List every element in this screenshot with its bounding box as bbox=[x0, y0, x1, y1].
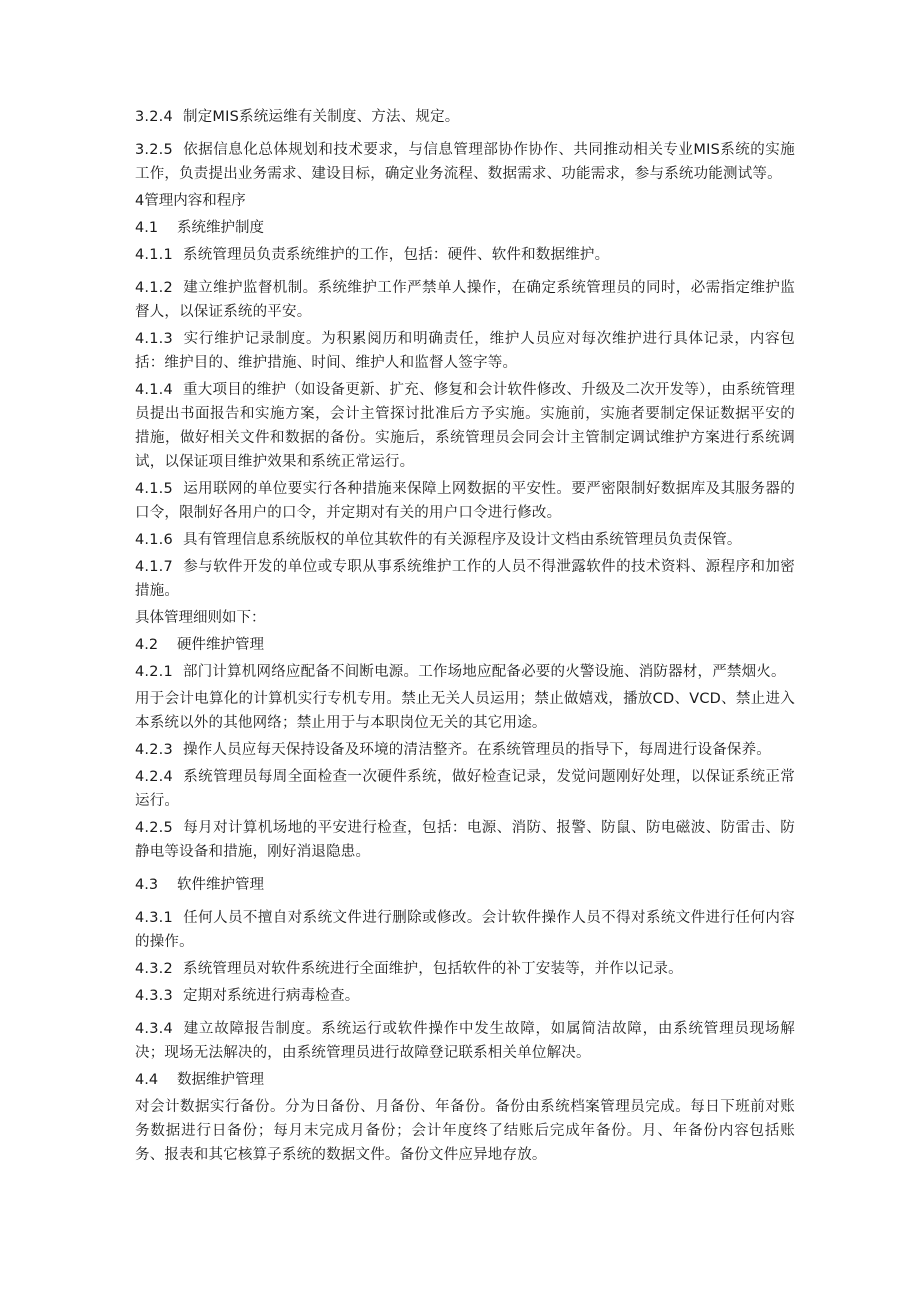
paragraph-text: 用于会计电算化的计算机实行专机专用。禁止无关人员运用；禁止做嬉戏，播放CD、VCD、禁止进入本系统以外的其他网络；禁止用于与本职岗位无关的其它用途。 bbox=[135, 691, 795, 731]
heading-text: 软件维护管理 bbox=[177, 877, 264, 893]
section-number: 4.1 bbox=[135, 220, 159, 236]
paragraph-4-3-4 bbox=[135, 1017, 795, 1065]
paragraph-4-1-6 bbox=[135, 528, 795, 552]
section-number: 4.2 bbox=[135, 637, 159, 653]
section-number: 4.3.2 bbox=[135, 961, 173, 977]
section-heading-4 bbox=[135, 189, 795, 213]
paragraph-3-2-4 bbox=[135, 105, 795, 129]
section-number: 3.2.4 bbox=[135, 109, 173, 125]
paragraph-text: 参与软件开发的单位或专职从事系统维护工作的人员不得泄露软件的技术资料、源程序和加密措施。 bbox=[135, 559, 795, 599]
section-number: 4.1.4 bbox=[135, 382, 173, 398]
paragraph-4-3-2 bbox=[135, 957, 795, 981]
heading-text: 数据维护管理 bbox=[177, 1072, 264, 1088]
paragraph-text: 定期对系统进行病毒检查。 bbox=[183, 988, 360, 1004]
paragraph-4-2-4 bbox=[135, 765, 795, 813]
section-number: 4.2.1 bbox=[135, 664, 173, 680]
paragraph-4-1-4 bbox=[135, 378, 795, 474]
paragraph-text: 实行维护记录制度。为积累阅历和明确责任，维护人员应对每次维护进行具体记录，内容包括：维护目的、维护措施、时间、维护人和监督人签字等。 bbox=[135, 331, 795, 371]
section-heading-4-3 bbox=[135, 873, 795, 897]
section-number: 4.1.6 bbox=[135, 532, 173, 548]
paragraph-4-1-5 bbox=[135, 477, 795, 525]
section-number: 4.2.3 bbox=[135, 742, 173, 758]
paragraph-4-1-7 bbox=[135, 555, 795, 603]
section-number: 4.1.5 bbox=[135, 481, 173, 497]
paragraph-4-1-1 bbox=[135, 243, 795, 267]
document-page bbox=[135, 105, 795, 1170]
section-number: 4.1.2 bbox=[135, 280, 173, 296]
section-heading-4-2 bbox=[135, 633, 795, 657]
section-number: 4.3.3 bbox=[135, 988, 173, 1004]
paragraph-text: 每月对计算机场地的平安进行检查，包括：电源、消防、报警、防鼠、防电磁波、防雷击、防静电等设备和措施，刚好消退隐患。 bbox=[135, 820, 795, 860]
paragraph-text: 部门计算机网络应配备不间断电源。工作场地应配备必要的火警设施、消防器材，严禁烟火。 bbox=[183, 664, 786, 680]
paragraph-text: 重大项目的维护（如设备更新、扩充、修复和会计软件修改、升级及二次开发等），由系统管理员提出书面报告和实施方案，会计主管探讨批准后方予实施。实施前，实施者要制定保证数据平安的措施，做好相关文件和数据的备份。实施后，系统管理员会同会计主管制定调试维护方案进行系统调试，以保证项目维护效果和系统正常运行。 bbox=[135, 382, 795, 470]
section-number: 4.4 bbox=[135, 1072, 159, 1088]
paragraph-4-2-1 bbox=[135, 660, 795, 684]
paragraph-computer-usage bbox=[135, 687, 795, 735]
paragraph-text: 系统管理员负责系统维护的工作，包括：硬件、软件和数据维护。 bbox=[183, 247, 610, 263]
section-number: 4.3.1 bbox=[135, 910, 173, 926]
paragraph-4-2-5 bbox=[135, 816, 795, 864]
paragraph-text: 具有管理信息系统版权的单位其软件的有关源程序及设计文档由系统管理员负责保管。 bbox=[183, 532, 742, 548]
paragraph-text: 对会计数据实行备份。分为日备份、月备份、年备份。备份由系统档案管理员完成。每日下班前对账务数据进行日备份；每月末完成月备份；会计年度终了结账后完成年备份。月、年备份内容包括账务、报表和其它核算子系统的数据文件。备份文件应异地存放。 bbox=[135, 1099, 795, 1163]
paragraph-text: 制定MIS系统运维有关制度、方法、规定。 bbox=[183, 109, 460, 125]
paragraph-data-backup bbox=[135, 1095, 795, 1167]
paragraph-text: 运用联网的单位要实行各种措施来保障上网数据的平安性。要严密限制好数据库及其服务器的口令，限制好各用户的口令，并定期对有关的用户口令进行修改。 bbox=[135, 481, 795, 521]
heading-text: 4管理内容和程序 bbox=[135, 193, 246, 209]
section-number: 4.3 bbox=[135, 877, 159, 893]
section-number: 3.2.5 bbox=[135, 142, 173, 158]
section-number: 4.3.4 bbox=[135, 1021, 173, 1037]
paragraph-text: 建立维护监督机制。系统维护工作严禁单人操作，在确定系统管理员的同时，必需指定维护监督人，以保证系统的平安。 bbox=[135, 280, 795, 320]
section-number: 4.1.7 bbox=[135, 559, 173, 575]
paragraph-text: 系统管理员对软件系统进行全面维护，包括软件的补丁安装等，并作以记录。 bbox=[183, 961, 683, 977]
paragraph-4-1-2 bbox=[135, 276, 795, 324]
heading-text: 系统维护制度 bbox=[177, 220, 264, 236]
paragraph-4-1-3 bbox=[135, 327, 795, 375]
paragraph-4-2-3 bbox=[135, 738, 795, 762]
intro-text: 具体管理细则如下： bbox=[135, 610, 266, 626]
paragraph-4-3-1 bbox=[135, 906, 795, 954]
heading-text: 硬件维护管理 bbox=[177, 637, 264, 653]
section-number: 4.1.3 bbox=[135, 331, 173, 347]
paragraph-text: 操作人员应每天保持设备及环境的清洁整齐。在系统管理员的指导下，每周进行设备保养。 bbox=[183, 742, 771, 758]
section-number: 4.2.4 bbox=[135, 769, 173, 785]
paragraph-text: 任何人员不擅自对系统文件进行删除或修改。会计软件操作人员不得对系统文件进行任何内容的操作。 bbox=[135, 910, 795, 950]
section-number: 4.2.5 bbox=[135, 820, 173, 836]
paragraph-text: 建立故障报告制度。系统运行或软件操作中发生故障，如属简洁故障，由系统管理员现场解决；现场无法解决的，由系统管理员进行故障登记联系相关单位解决。 bbox=[135, 1021, 795, 1061]
paragraph-4-3-3 bbox=[135, 984, 795, 1008]
paragraph-text: 依据信息化总体规划和技术要求，与信息管理部协作协作、共同推动相关专业MIS系统的实施工作，负责提出业务需求、建设目标，确定业务流程、数据需求、功能需求，参与系统功能测试等。 bbox=[135, 142, 795, 182]
section-heading-4-4 bbox=[135, 1068, 795, 1092]
paragraph-text: 系统管理员每周全面检查一次硬件系统，做好检查记录，发觉问题刚好处理，以保证系统正常运行。 bbox=[135, 769, 795, 809]
section-number: 4.1.1 bbox=[135, 247, 173, 263]
section-heading-4-1 bbox=[135, 216, 795, 240]
detail-intro bbox=[135, 606, 795, 630]
paragraph-3-2-5 bbox=[135, 138, 795, 186]
